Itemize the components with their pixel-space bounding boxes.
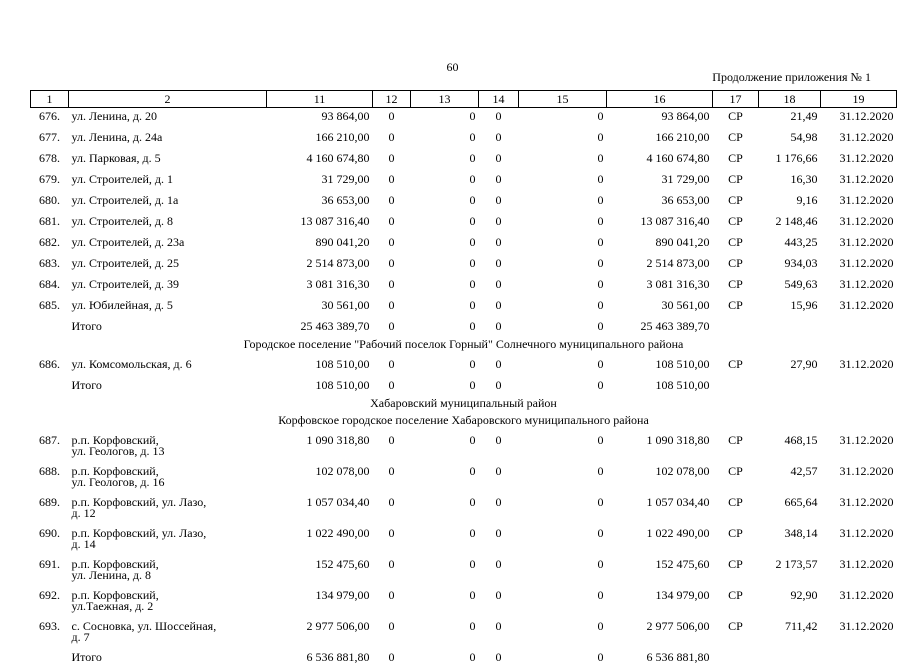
- table-row: [31, 213, 897, 234]
- table-cell: 0: [373, 556, 411, 587]
- total-row: [31, 318, 897, 339]
- table-cell: СР: [713, 432, 759, 463]
- table-cell: 4 160 674,80: [267, 150, 373, 171]
- table-cell: 25 463 389,70: [607, 318, 713, 339]
- table-cell: 0: [411, 318, 479, 339]
- table-cell: 0: [519, 234, 607, 255]
- table-cell: ул. Строителей, д. 8: [69, 213, 267, 234]
- table-cell: 30 561,00: [267, 297, 373, 318]
- table-cell: 0: [479, 318, 519, 339]
- table-cell: 0: [373, 649, 411, 670]
- table-cell: 25 463 389,70: [267, 318, 373, 339]
- table-cell: 0: [373, 108, 411, 130]
- table-cell: СР: [713, 525, 759, 556]
- table-cell: 0: [519, 587, 607, 618]
- table-cell: 31.12.2020: [821, 463, 897, 494]
- table-row: [31, 356, 897, 377]
- table-cell: 134 979,00: [267, 587, 373, 618]
- table-cell: р.п. Корфовский, ул. Геологов, д. 16: [69, 463, 267, 494]
- table-cell: [821, 377, 897, 398]
- table-cell: 102 078,00: [267, 463, 373, 494]
- table-cell: 682.: [31, 234, 69, 255]
- table-cell: 0: [519, 556, 607, 587]
- table-cell: Итого: [69, 318, 267, 339]
- table-cell: СР: [713, 234, 759, 255]
- table-cell: СР: [713, 192, 759, 213]
- table-cell: 0: [519, 213, 607, 234]
- header-cell: 1: [31, 91, 69, 108]
- table-cell: 0: [519, 432, 607, 463]
- table-cell: 31.12.2020: [821, 494, 897, 525]
- header-cell: 2: [69, 91, 267, 108]
- table-cell: 13 087 316,40: [607, 213, 713, 234]
- table-cell: 0: [479, 129, 519, 150]
- table-cell: 0: [411, 649, 479, 670]
- table-row: [31, 171, 897, 192]
- table-cell: 0: [479, 649, 519, 670]
- table-cell: 0: [411, 108, 479, 130]
- table-cell: 0: [373, 234, 411, 255]
- table-cell: 0: [373, 171, 411, 192]
- table-cell: [31, 318, 69, 339]
- table-cell: 0: [479, 213, 519, 234]
- table-cell: 21,49: [759, 108, 821, 130]
- table-row: [31, 255, 897, 276]
- table-cell: 0: [479, 150, 519, 171]
- table-cell: 0: [373, 276, 411, 297]
- table-cell: 0: [479, 525, 519, 556]
- table-cell: [821, 649, 897, 670]
- table-row: [31, 432, 897, 463]
- table-cell: 0: [519, 192, 607, 213]
- table-cell: 0: [519, 108, 607, 130]
- table-cell: 686.: [31, 356, 69, 377]
- table-cell: СР: [713, 463, 759, 494]
- table-cell: 16,30: [759, 171, 821, 192]
- table-cell: ул. Ленина, д. 24а: [69, 129, 267, 150]
- table-cell: Итого: [69, 377, 267, 398]
- table-cell: 0: [519, 255, 607, 276]
- table-cell: 0: [519, 171, 607, 192]
- total-row: [31, 377, 897, 398]
- table-cell: СР: [713, 213, 759, 234]
- table-cell: 468,15: [759, 432, 821, 463]
- table-cell: 0: [479, 556, 519, 587]
- header-cell: 13: [411, 91, 479, 108]
- table-cell: 693.: [31, 618, 69, 649]
- table-cell: 683.: [31, 255, 69, 276]
- table-cell: 31.12.2020: [821, 556, 897, 587]
- table-cell: 2 148,46: [759, 213, 821, 234]
- table-row: [31, 587, 897, 618]
- table-cell: 1 057 034,40: [607, 494, 713, 525]
- table-cell: 934,03: [759, 255, 821, 276]
- table-cell: 6 536 881,80: [267, 649, 373, 670]
- table-cell: 0: [479, 618, 519, 649]
- table-cell: 30 561,00: [607, 297, 713, 318]
- table-cell: 443,25: [759, 234, 821, 255]
- table-cell: 31.12.2020: [821, 276, 897, 297]
- table-row: [31, 297, 897, 318]
- table-cell: ул. Строителей, д. 39: [69, 276, 267, 297]
- table-cell: СР: [713, 297, 759, 318]
- table-cell: 108 510,00: [267, 356, 373, 377]
- table-cell: 4 160 674,80: [607, 150, 713, 171]
- table-cell: 0: [519, 129, 607, 150]
- table-cell: 711,42: [759, 618, 821, 649]
- table-cell: 13 087 316,40: [267, 213, 373, 234]
- table-cell: 0: [373, 213, 411, 234]
- header-cell: 12: [373, 91, 411, 108]
- table-cell: [713, 377, 759, 398]
- table-cell: 1 022 490,00: [267, 525, 373, 556]
- table-row: [31, 276, 897, 297]
- table-cell: 9,16: [759, 192, 821, 213]
- table-row: [31, 108, 897, 130]
- table-cell: 0: [411, 587, 479, 618]
- table-cell: 0: [373, 618, 411, 649]
- table-cell: [31, 377, 69, 398]
- data-table: [30, 90, 897, 670]
- table-cell: 0: [519, 318, 607, 339]
- table-cell: 680.: [31, 192, 69, 213]
- header-cell: 15: [519, 91, 607, 108]
- table-row: [31, 463, 897, 494]
- table-cell: 2 514 873,00: [267, 255, 373, 276]
- table-cell: 0: [411, 255, 479, 276]
- table-cell: 108 510,00: [267, 377, 373, 398]
- table-cell: 36 653,00: [607, 192, 713, 213]
- table-cell: ул. Юбилейная, д. 5: [69, 297, 267, 318]
- table-cell: 0: [519, 297, 607, 318]
- table-cell: 1 090 318,80: [267, 432, 373, 463]
- table-row: [31, 192, 897, 213]
- table-cell: СР: [713, 129, 759, 150]
- table-cell: 31.12.2020: [821, 432, 897, 463]
- table-row: [31, 618, 897, 649]
- table-cell: 690.: [31, 525, 69, 556]
- table-cell: 0: [411, 192, 479, 213]
- table-cell: ул. Комсомольская, д. 6: [69, 356, 267, 377]
- header-cell: 17: [713, 91, 759, 108]
- table-cell: 0: [519, 356, 607, 377]
- table-cell: р.п. Корфовский, ул. Лазо, д. 14: [69, 525, 267, 556]
- table-cell: 890 041,20: [267, 234, 373, 255]
- table-cell: 0: [373, 356, 411, 377]
- table-cell: 0: [373, 150, 411, 171]
- table-cell: 0: [411, 356, 479, 377]
- table-cell: 0: [373, 587, 411, 618]
- total-row: [31, 649, 897, 670]
- table-cell: 1 057 034,40: [267, 494, 373, 525]
- table-cell: [759, 377, 821, 398]
- table-cell: 0: [479, 297, 519, 318]
- table-cell: СР: [713, 150, 759, 171]
- table-cell: 549,63: [759, 276, 821, 297]
- table-cell: 31.12.2020: [821, 213, 897, 234]
- table-cell: 2 514 873,00: [607, 255, 713, 276]
- table-cell: 0: [411, 171, 479, 192]
- table-cell: Итого: [69, 649, 267, 670]
- table-cell: 31.12.2020: [821, 192, 897, 213]
- section-heading: Корфовское городское поселение Хабаровского муниципального района: [31, 415, 897, 432]
- table-cell: 31.12.2020: [821, 255, 897, 276]
- table-cell: 0: [479, 192, 519, 213]
- table-cell: ул. Ленина, д. 20: [69, 108, 267, 130]
- table-cell: СР: [713, 276, 759, 297]
- table-cell: 0: [411, 618, 479, 649]
- table-cell: 0: [373, 318, 411, 339]
- table-cell: 3 081 316,30: [607, 276, 713, 297]
- table-cell: 691.: [31, 556, 69, 587]
- table-cell: 108 510,00: [607, 377, 713, 398]
- table-cell: 152 475,60: [607, 556, 713, 587]
- section-heading: Городское поселение "Рабочий поселок Горный" Солнечного муниципального района: [31, 339, 897, 356]
- table-cell: 93 864,00: [267, 108, 373, 130]
- table-cell: 2 173,57: [759, 556, 821, 587]
- section-heading: Хабаровский муниципальный район: [31, 398, 897, 415]
- header-cell: 18: [759, 91, 821, 108]
- table-cell: 0: [519, 463, 607, 494]
- header-cell: 14: [479, 91, 519, 108]
- table-cell: 0: [411, 150, 479, 171]
- continuation-note: Продолжение приложения № 1: [712, 70, 871, 85]
- table-row: [31, 234, 897, 255]
- table-cell: 0: [519, 276, 607, 297]
- table-cell: р.п. Корфовский, ул.Таежная, д. 2: [69, 587, 267, 618]
- table-cell: 0: [479, 108, 519, 130]
- table-cell: р.п. Корфовский, ул. Геологов, д. 13: [69, 432, 267, 463]
- table-cell: 679.: [31, 171, 69, 192]
- table-cell: 0: [479, 255, 519, 276]
- table-cell: СР: [713, 255, 759, 276]
- table-cell: СР: [713, 494, 759, 525]
- table-cell: 102 078,00: [607, 463, 713, 494]
- table-cell: 0: [519, 618, 607, 649]
- table-cell: ул. Строителей, д. 1а: [69, 192, 267, 213]
- table-cell: 0: [373, 377, 411, 398]
- section-heading-row: [31, 415, 897, 432]
- table-cell: 31.12.2020: [821, 356, 897, 377]
- table-cell: 42,57: [759, 463, 821, 494]
- table-cell: 0: [373, 494, 411, 525]
- header-cell: 16: [607, 91, 713, 108]
- table-cell: 0: [519, 494, 607, 525]
- table-cell: СР: [713, 618, 759, 649]
- table-cell: 685.: [31, 297, 69, 318]
- table-cell: 0: [411, 494, 479, 525]
- table-cell: 31 729,00: [267, 171, 373, 192]
- table-cell: [31, 649, 69, 670]
- section-heading-row: [31, 339, 897, 356]
- table-cell: 681.: [31, 213, 69, 234]
- table-cell: [759, 649, 821, 670]
- table-cell: 0: [373, 525, 411, 556]
- table-cell: 31.12.2020: [821, 297, 897, 318]
- table-cell: 0: [411, 556, 479, 587]
- table-cell: [713, 318, 759, 339]
- table-cell: 0: [373, 129, 411, 150]
- table-cell: 0: [479, 234, 519, 255]
- table-cell: 31.12.2020: [821, 129, 897, 150]
- table-cell: 348,14: [759, 525, 821, 556]
- table-row: [31, 556, 897, 587]
- table-cell: 31.12.2020: [821, 234, 897, 255]
- table-cell: 0: [411, 276, 479, 297]
- table-row: [31, 494, 897, 525]
- header-cell: 19: [821, 91, 897, 108]
- table-cell: 0: [479, 276, 519, 297]
- table-cell: р.п. Корфовский, ул. Лазо, д. 12: [69, 494, 267, 525]
- page-number: 60: [0, 60, 905, 75]
- table-cell: 93 864,00: [607, 108, 713, 130]
- table-cell: 134 979,00: [607, 587, 713, 618]
- table-cell: 1 176,66: [759, 150, 821, 171]
- table-cell: 0: [519, 150, 607, 171]
- header-cell: 11: [267, 91, 373, 108]
- table-cell: 0: [479, 463, 519, 494]
- table-cell: [713, 649, 759, 670]
- table-cell: СР: [713, 108, 759, 130]
- table-cell: ул. Строителей, д. 23а: [69, 234, 267, 255]
- table-cell: 0: [411, 377, 479, 398]
- table-cell: 31.12.2020: [821, 150, 897, 171]
- table-cell: 31.12.2020: [821, 618, 897, 649]
- table-cell: 0: [479, 356, 519, 377]
- table-cell: 0: [373, 432, 411, 463]
- table-cell: 0: [411, 297, 479, 318]
- table-cell: 687.: [31, 432, 69, 463]
- table-cell: 6 536 881,80: [607, 649, 713, 670]
- header-row: [31, 91, 897, 108]
- table-cell: 0: [479, 432, 519, 463]
- table-cell: 31 729,00: [607, 171, 713, 192]
- table-cell: 36 653,00: [267, 192, 373, 213]
- table-cell: 31.12.2020: [821, 525, 897, 556]
- table-row: [31, 525, 897, 556]
- table-cell: 0: [519, 525, 607, 556]
- table-cell: 0: [479, 494, 519, 525]
- table-cell: 31.12.2020: [821, 171, 897, 192]
- table-cell: 0: [411, 463, 479, 494]
- table-cell: 31.12.2020: [821, 108, 897, 130]
- table-cell: ул. Строителей, д. 1: [69, 171, 267, 192]
- table-cell: 688.: [31, 463, 69, 494]
- table-cell: 0: [411, 129, 479, 150]
- table-cell: 15,96: [759, 297, 821, 318]
- table-cell: 27,90: [759, 356, 821, 377]
- table-cell: 692.: [31, 587, 69, 618]
- table-cell: 1 090 318,80: [607, 432, 713, 463]
- table-cell: 0: [373, 192, 411, 213]
- table-cell: 0: [411, 213, 479, 234]
- table-cell: СР: [713, 556, 759, 587]
- table-cell: 0: [479, 587, 519, 618]
- table-cell: СР: [713, 356, 759, 377]
- table-cell: СР: [713, 587, 759, 618]
- table-cell: 2 977 506,00: [267, 618, 373, 649]
- table-cell: 676.: [31, 108, 69, 130]
- table-cell: ул. Строителей, д. 25: [69, 255, 267, 276]
- table-cell: 54,98: [759, 129, 821, 150]
- table-cell: 0: [373, 297, 411, 318]
- table-cell: 0: [373, 463, 411, 494]
- table-body: [31, 108, 897, 670]
- table-cell: 665,64: [759, 494, 821, 525]
- table-cell: 890 041,20: [607, 234, 713, 255]
- table-cell: 0: [519, 377, 607, 398]
- table-row: [31, 129, 897, 150]
- table-cell: 108 510,00: [607, 356, 713, 377]
- table-cell: 0: [411, 525, 479, 556]
- table-cell: 3 081 316,30: [267, 276, 373, 297]
- table-cell: 0: [411, 234, 479, 255]
- table-cell: 0: [479, 171, 519, 192]
- table-cell: [759, 318, 821, 339]
- table-cell: СР: [713, 171, 759, 192]
- table-cell: 1 022 490,00: [607, 525, 713, 556]
- table-cell: 0: [479, 377, 519, 398]
- table-cell: 689.: [31, 494, 69, 525]
- table-cell: 0: [411, 432, 479, 463]
- table-cell: 678.: [31, 150, 69, 171]
- table-cell: 31.12.2020: [821, 587, 897, 618]
- table-cell: ул. Парковая, д. 5: [69, 150, 267, 171]
- table-cell: 684.: [31, 276, 69, 297]
- table-cell: 92,90: [759, 587, 821, 618]
- table-cell: с. Сосновка, ул. Шоссейная, д. 7: [69, 618, 267, 649]
- table-cell: 2 977 506,00: [607, 618, 713, 649]
- table-cell: 0: [519, 649, 607, 670]
- table-cell: 677.: [31, 129, 69, 150]
- table-row: [31, 150, 897, 171]
- table-cell: 166 210,00: [607, 129, 713, 150]
- table-cell: 152 475,60: [267, 556, 373, 587]
- table-cell: [821, 318, 897, 339]
- table-cell: 0: [373, 255, 411, 276]
- table-cell: р.п. Корфовский, ул. Ленина, д. 8: [69, 556, 267, 587]
- table-cell: 166 210,00: [267, 129, 373, 150]
